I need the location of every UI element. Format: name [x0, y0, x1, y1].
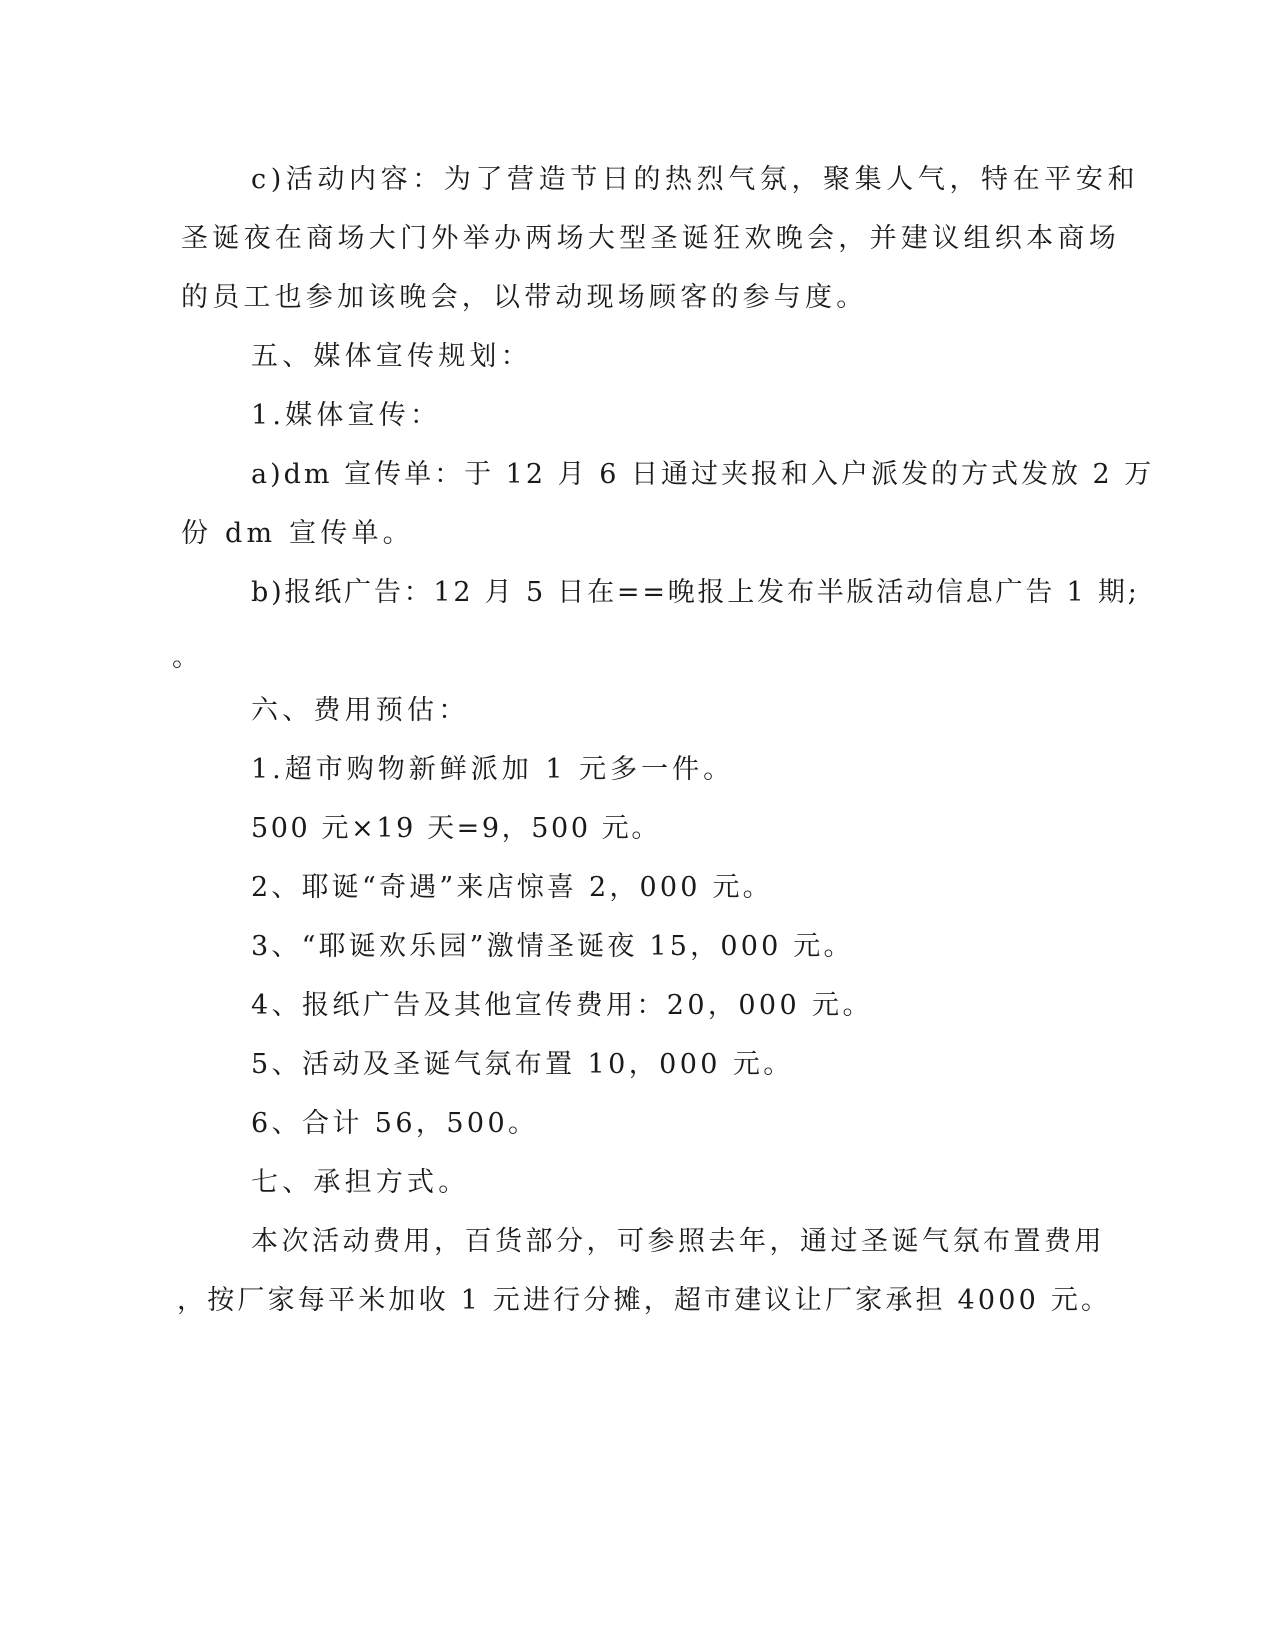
section-heading-cost-sharing: 七、承担方式。 — [251, 1167, 470, 1198]
paragraph-line-newspaper: b)报纸广告：12 月 5 日在==晚报上发布半版活动信息广告 1 期; — [251, 577, 1140, 608]
subheading-media-promo: 1.媒体宣传： — [251, 400, 442, 431]
budget-item-4: 4、报纸广告及其他宣传费用：20，000 元。 — [251, 990, 873, 1021]
paragraph-line-2: 圣诞夜在商场大门外举办两场大型圣诞狂欢晚会，并建议组织本商场 — [181, 223, 1120, 254]
budget-item-1: 1.超市购物新鲜派加 1 元多一件。 — [251, 754, 735, 785]
budget-item-5: 5、活动及圣诞气氛布置 10，000 元。 — [251, 1049, 794, 1080]
budget-item-3: 3、“耶诞欢乐园”激情圣诞夜 15，000 元。 — [251, 931, 854, 962]
paragraph-line-dm-2: 份 dm 宣传单。 — [181, 518, 414, 549]
budget-total: 6、合计 56，500。 — [251, 1108, 539, 1139]
section-heading-media: 五、媒体宣传规划： — [251, 341, 532, 372]
paragraph-line-cost-2: ，按厂家每平米加收 1 元进行分摊，超市建议让厂家承担 4000 元。 — [177, 1285, 1112, 1316]
budget-item-2: 2、耶诞“奇遇”来店惊喜 2，000 元。 — [251, 872, 773, 903]
paragraph-line-cost-1: 本次活动费用，百货部分，可参照去年，通过圣诞气氛布置费用 — [251, 1226, 1105, 1257]
section-heading-budget: 六、费用预估： — [251, 695, 470, 726]
paragraph-line-3: 的员工也参加该晚会，以带动现场顾客的参与度。 — [181, 282, 868, 313]
paragraph-line-1: c)活动内容：为了营造节日的热烈气氛，聚集人气，特在平安和 — [251, 164, 1140, 195]
paragraph-line-dm-1: a)dm 宣传单：于 12 月 6 日通过夹报和入户派发的方式发放 2 万 — [251, 459, 1155, 490]
paragraph-line-stray-period: 。 — [172, 642, 199, 673]
budget-item-1-calc: 500 元×19 天=9，500 元。 — [251, 813, 661, 844]
